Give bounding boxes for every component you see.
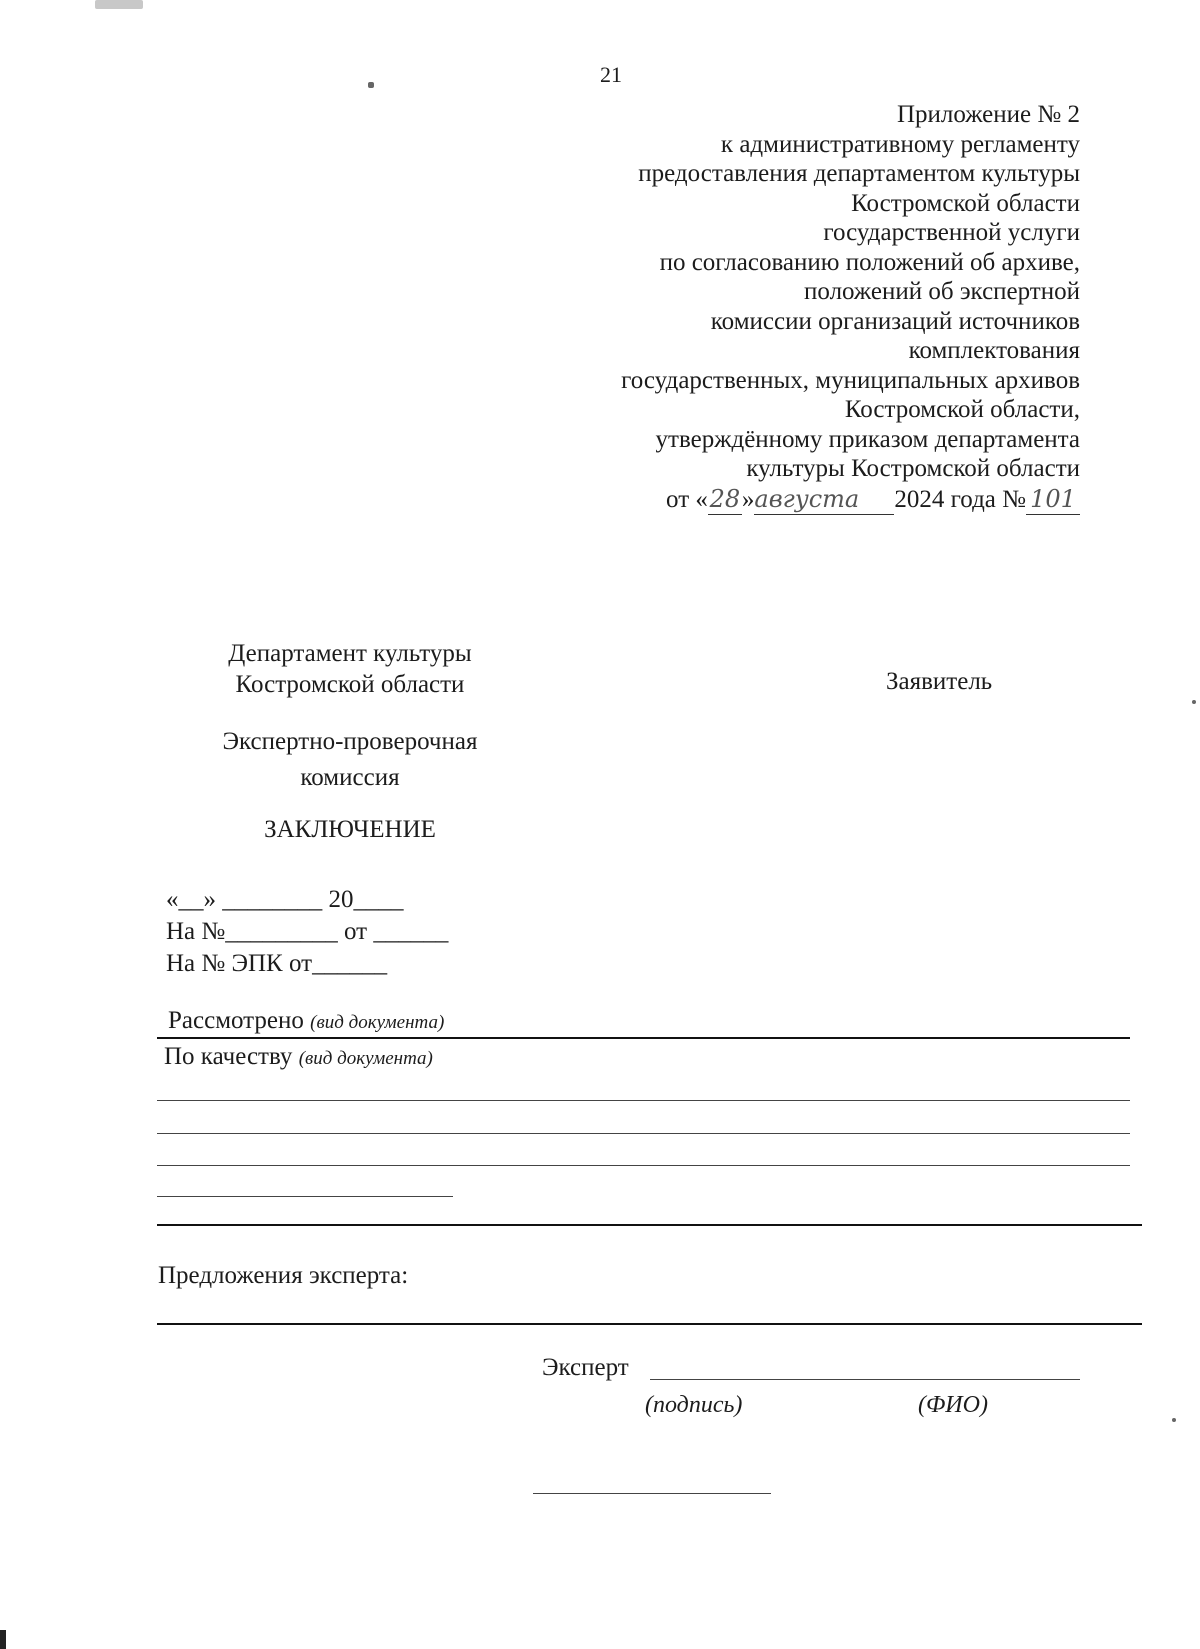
- blank-line: [157, 1133, 1130, 1134]
- scan-artifact: [95, 0, 143, 9]
- appendix-line: Приложение № 2: [896, 101, 1080, 128]
- handwritten-day: 28: [708, 485, 742, 516]
- appendix-line: комплектования: [908, 337, 1080, 364]
- appendix-date-line: [621, 485, 1080, 516]
- proposals-label: Предложения эксперта:: [158, 1262, 409, 1289]
- reviewed-line: [157, 1037, 1130, 1039]
- appendix-line: Костромской области,: [844, 396, 1080, 423]
- appendix-line: к административному регламенту: [720, 130, 1080, 158]
- expert-label: Эксперт: [542, 1354, 629, 1381]
- quality-hint: (вид документа): [298, 1048, 433, 1069]
- blank-line: [157, 1196, 453, 1197]
- department-line: Костромской области: [235, 671, 465, 698]
- scan-artifact: [0, 1630, 6, 1649]
- handwritten-number: 101: [1026, 485, 1080, 516]
- page-number: 21: [600, 62, 622, 87]
- fio-hint: (ФИО): [918, 1392, 988, 1418]
- blank-line: [157, 1100, 1130, 1101]
- appendix-line: государственной услуги: [823, 219, 1080, 246]
- department-line: Департамент культуры: [228, 640, 472, 667]
- reviewed-label: Рассмотрено: [168, 1007, 304, 1034]
- appendix-line: утверждённому приказом департамента: [655, 425, 1080, 453]
- proposals-line: [157, 1323, 1142, 1325]
- appendix-line: культуры Костромской области: [746, 455, 1080, 482]
- date-mid: »: [741, 485, 755, 513]
- quality-field: [164, 1043, 433, 1071]
- blank-line: [157, 1165, 1130, 1166]
- section-divider: [157, 1224, 1142, 1226]
- appendix-line: государственных, муниципальных архивов: [621, 366, 1080, 394]
- appendix-line: комиссии организаций источников: [710, 307, 1080, 335]
- commission-line: Экспертно-проверочная: [222, 728, 478, 755]
- reference-fields: [166, 884, 448, 980]
- applicant-label: Заявитель: [886, 668, 993, 695]
- appendix-line: по согласованию положений об архиве,: [659, 248, 1080, 276]
- footer-divider: [533, 1493, 771, 1494]
- reviewed-field: [168, 1007, 444, 1035]
- commission-name: [160, 724, 540, 796]
- scan-artifact: [1192, 700, 1196, 704]
- epk-reference-field: На № ЭПК от______: [166, 950, 388, 977]
- appendix-header: [621, 100, 1080, 515]
- document-title: ЗАКЛЮЧЕНИЕ: [264, 816, 436, 843]
- department-name: [160, 638, 540, 700]
- date-year: 2024 года №: [894, 485, 1026, 513]
- scan-artifact: [368, 82, 374, 88]
- reference-number-field: На №_________ от ______: [166, 918, 449, 945]
- appendix-line: Костромской области: [851, 189, 1080, 217]
- date-field: «__» ________ 20____: [166, 886, 404, 913]
- date-prefix: от «: [666, 485, 708, 513]
- handwritten-month: августа: [754, 485, 894, 516]
- expert-signature-line: [650, 1379, 1080, 1380]
- appendix-line: положений об экспертной: [804, 278, 1080, 305]
- quality-label: По качеству: [164, 1043, 293, 1070]
- scan-artifact: [1172, 1418, 1176, 1422]
- reviewed-hint: (вид документа): [310, 1012, 445, 1033]
- signature-hint: (подпись): [645, 1392, 743, 1418]
- appendix-line: предоставления департаментом культуры: [638, 160, 1080, 187]
- commission-line: комиссия: [300, 764, 400, 791]
